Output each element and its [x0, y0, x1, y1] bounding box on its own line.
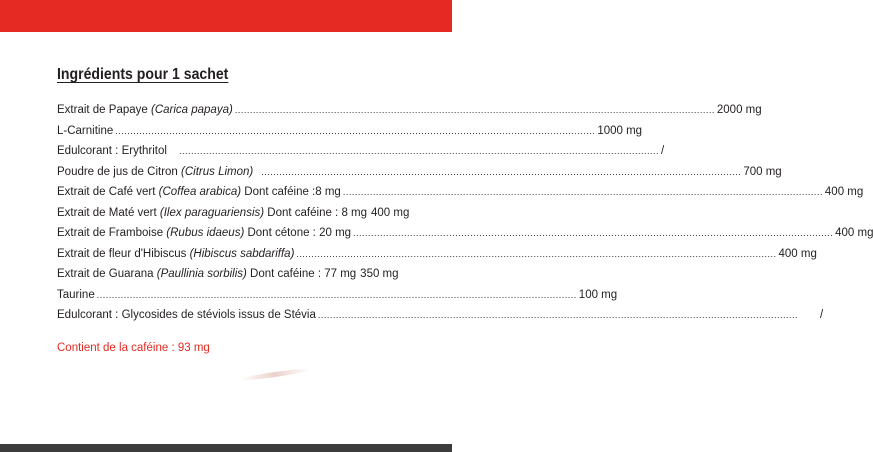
- ingredient-name-wrap: [57, 125, 113, 137]
- ingredient-name-wrap: [57, 289, 95, 301]
- ingredient-scientific-name: (Hibiscus sabdariffa): [189, 247, 295, 260]
- dot-leader: [179, 146, 659, 156]
- ingredient-row: [57, 162, 782, 183]
- ingredient-amount: 2000 mg: [716, 104, 762, 117]
- dot-leader: [97, 290, 577, 300]
- ingredient-name-wrap: [57, 145, 167, 157]
- ingredient-extra: Dont cétone : 20 mg: [244, 227, 352, 240]
- ingredient-name: Extrait de Framboise: [57, 227, 167, 240]
- ingredient-name: Edulcorant : Glycosides de stéviols issus de Stévia: [57, 309, 316, 322]
- ingredient-name: Extrait de Maté vert: [57, 206, 160, 219]
- bottom-dark-band: [0, 444, 452, 452]
- ingredient-amount: 400 mg: [824, 186, 864, 199]
- ingredient-amount: 1000 mg: [597, 124, 643, 137]
- ingredient-extra: Dont caféine :8 mg: [241, 186, 341, 199]
- top-red-band: [0, 0, 452, 32]
- ingredient-amount: 700 mg: [743, 165, 782, 178]
- ingredient-name-wrap: [57, 227, 351, 239]
- ingredient-scientific-name: (Carica papaya): [150, 104, 233, 117]
- ingredient-name-wrap: [57, 309, 316, 321]
- dot-leader: [343, 187, 823, 197]
- ingredient-amount: 400 mg: [371, 206, 410, 219]
- ingredient-name-wrap: [57, 268, 356, 280]
- ingredient-row: [57, 223, 873, 244]
- ingredient-amount: 100 mg: [578, 288, 618, 301]
- ingredient-amount: 400 mg: [778, 247, 817, 260]
- ingredient-row: [57, 141, 665, 162]
- dot-leader: [318, 310, 798, 320]
- ingredient-row: [57, 285, 618, 306]
- ingredient-amount: /: [819, 309, 824, 322]
- ingredient-name: Taurine: [57, 288, 95, 301]
- ingredient-name-wrap: [57, 186, 341, 198]
- ingredient-amount: 350 mg: [360, 268, 399, 281]
- ingredient-name: Extrait de fleur d'Hibiscus: [57, 247, 190, 260]
- ingredient-row: [57, 264, 397, 285]
- ingredient-name: Extrait de Café vert: [57, 186, 159, 199]
- ingredient-scientific-name: (Ilex paraguariensis): [159, 206, 265, 219]
- ingredient-amount: /: [661, 145, 665, 158]
- dot-leader: [115, 126, 595, 136]
- ingredient-name-wrap: [57, 166, 253, 178]
- dot-leader: [235, 105, 715, 115]
- ingredient-extra: Dont caféine : 8 mg: [264, 206, 368, 219]
- ingredient-scientific-name: (Coffea arabica): [158, 186, 242, 199]
- dot-leader: [296, 249, 776, 259]
- dot-leader: [353, 228, 833, 238]
- ingredient-row: [57, 305, 824, 326]
- ingredient-row: [57, 121, 643, 142]
- ingredient-scientific-name: (Citrus Limon): [181, 165, 254, 178]
- ingredients-title: Ingrédients pour 1 sachet: [57, 66, 229, 83]
- ingredient-row: [57, 100, 762, 121]
- ingredient-name: L-Carnitine: [57, 124, 114, 137]
- ingredient-extra: Dont caféine : 77 mg: [246, 268, 357, 281]
- ingredient-name-wrap: [57, 207, 367, 219]
- ingredient-scientific-name: (Paullinia sorbilis): [156, 268, 247, 281]
- ingredient-name: Edulcorant : Erythritol: [57, 145, 167, 158]
- ingredient-name: Extrait de Papaye: [57, 104, 151, 117]
- decorative-swoosh: [240, 367, 310, 382]
- ingredient-amount: 400 mg: [835, 227, 873, 240]
- ingredient-name-wrap: [57, 104, 233, 116]
- ingredient-name: Extrait de Guarana: [57, 268, 157, 281]
- ingredient-row: [57, 244, 817, 265]
- ingredient-scientific-name: (Rubus idaeus): [166, 227, 245, 240]
- ingredient-name: Poudre de jus de Citron: [57, 165, 182, 178]
- ingredients-list: [57, 100, 873, 326]
- ingredient-name-wrap: [57, 248, 294, 260]
- ingredient-row: [57, 182, 864, 203]
- dot-leader: [261, 167, 741, 177]
- caffeine-note: Contient de la caféine : 93 mg: [57, 342, 210, 354]
- ingredient-row: [57, 203, 410, 224]
